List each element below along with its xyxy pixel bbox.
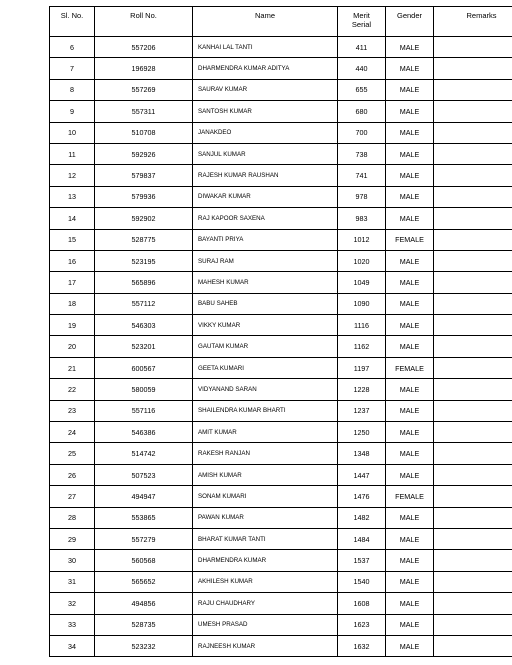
roll-no-cell: 528735 [95, 614, 193, 635]
sl-no-cell: 8 [50, 79, 95, 100]
gender-cell: MALE [386, 464, 434, 485]
sl-no-cell: 21 [50, 357, 95, 378]
remarks-cell [434, 229, 512, 250]
gender-cell: MALE [386, 315, 434, 336]
remarks-cell [434, 79, 512, 100]
merit-serial-cell: 1012 [338, 229, 386, 250]
gender-cell: MALE [386, 122, 434, 143]
sl-no-cell: 10 [50, 122, 95, 143]
name-cell: DIWAKAR KUMAR [193, 186, 338, 207]
merit-serial-cell: 1537 [338, 550, 386, 571]
table-row [50, 379, 512, 400]
merit-serial-cell: 1348 [338, 443, 386, 464]
name-cell: BAYANTI PRIYA [193, 229, 338, 250]
name-cell: RAJNEESH KUMAR [193, 635, 338, 656]
remarks-cell [434, 400, 512, 421]
remarks-cell [434, 37, 512, 58]
merit-serial-cell: 1447 [338, 464, 386, 485]
merit-serial-cell: 700 [338, 122, 386, 143]
name-cell: SURAJ RAM [193, 250, 338, 271]
remarks-cell [434, 58, 512, 79]
roll-no-cell: 557116 [95, 400, 193, 421]
merit-serial-cell: 1608 [338, 593, 386, 614]
remarks-cell [434, 357, 512, 378]
table-row [50, 272, 512, 293]
header-name: Name [193, 7, 338, 37]
sl-no-cell: 23 [50, 400, 95, 421]
name-cell: AMIT KUMAR [193, 422, 338, 443]
remarks-cell [434, 315, 512, 336]
sl-no-cell: 29 [50, 528, 95, 549]
table-row [50, 208, 512, 229]
header-roll-no: Roll No. [95, 7, 193, 37]
gender-cell: MALE [386, 379, 434, 400]
table-row [50, 571, 512, 592]
remarks-cell [434, 143, 512, 164]
table-row [50, 400, 512, 421]
remarks-cell [434, 422, 512, 443]
table-row [50, 507, 512, 528]
name-cell: RAJESH KUMAR RAUSHAN [193, 165, 338, 186]
remarks-cell [434, 208, 512, 229]
merit-serial-cell: 1162 [338, 336, 386, 357]
sl-no-cell: 7 [50, 58, 95, 79]
gender-cell: MALE [386, 293, 434, 314]
roll-no-cell: 523195 [95, 250, 193, 271]
table-row [50, 165, 512, 186]
sl-no-cell: 26 [50, 464, 95, 485]
sl-no-cell: 24 [50, 422, 95, 443]
gender-cell: MALE [386, 528, 434, 549]
table-row [50, 528, 512, 549]
name-cell: SHAILENDRA KUMAR BHARTI [193, 400, 338, 421]
remarks-cell [434, 379, 512, 400]
merit-serial-cell: 1020 [338, 250, 386, 271]
remarks-cell [434, 443, 512, 464]
table-row [50, 614, 512, 635]
sl-no-cell: 32 [50, 593, 95, 614]
gender-cell: MALE [386, 165, 434, 186]
roll-no-cell: 557112 [95, 293, 193, 314]
gender-cell: MALE [386, 101, 434, 122]
gender-cell: MALE [386, 79, 434, 100]
merit-serial-cell: 1632 [338, 635, 386, 656]
remarks-cell [434, 122, 512, 143]
table-row [50, 250, 512, 271]
header-gender: Gender [386, 7, 434, 37]
roll-no-cell: 592902 [95, 208, 193, 229]
header-merit-serial [338, 7, 386, 37]
remarks-cell [434, 614, 512, 635]
gender-cell: MALE [386, 37, 434, 58]
gender-cell: MALE [386, 614, 434, 635]
roll-no-cell: 592926 [95, 143, 193, 164]
table-row [50, 229, 512, 250]
sl-no-cell: 28 [50, 507, 95, 528]
gender-cell: MALE [386, 208, 434, 229]
sl-no-cell: 13 [50, 186, 95, 207]
header-sl-no: Sl. No. [50, 7, 95, 37]
merit-serial-cell: 1482 [338, 507, 386, 528]
remarks-cell [434, 507, 512, 528]
table-row [50, 422, 512, 443]
sl-no-cell: 20 [50, 336, 95, 357]
name-cell: SANTOSH KUMAR [193, 101, 338, 122]
merit-serial-cell: 1116 [338, 315, 386, 336]
name-cell: AMISH KUMAR [193, 464, 338, 485]
gender-cell: FEMALE [386, 229, 434, 250]
name-cell: VIDYANAND SARAN [193, 379, 338, 400]
roll-no-cell: 553865 [95, 507, 193, 528]
roll-no-cell: 523201 [95, 336, 193, 357]
table-row [50, 79, 512, 100]
sl-no-cell: 18 [50, 293, 95, 314]
name-cell: JANAKDEO [193, 122, 338, 143]
merit-serial-cell: 978 [338, 186, 386, 207]
table-row [50, 464, 512, 485]
gender-cell: MALE [386, 58, 434, 79]
roll-no-cell: 510708 [95, 122, 193, 143]
merit-serial-cell: 983 [338, 208, 386, 229]
gender-cell: MALE [386, 186, 434, 207]
table-row [50, 336, 512, 357]
merit-serial-cell: 1090 [338, 293, 386, 314]
table-row [50, 293, 512, 314]
name-cell: PAWAN KUMAR [193, 507, 338, 528]
merit-serial-cell: 680 [338, 101, 386, 122]
sl-no-cell: 22 [50, 379, 95, 400]
sl-no-cell: 14 [50, 208, 95, 229]
name-cell: SONAM KUMARI [193, 486, 338, 507]
sl-no-cell: 33 [50, 614, 95, 635]
gender-cell: MALE [386, 422, 434, 443]
table-row [50, 122, 512, 143]
roll-no-cell: 528775 [95, 229, 193, 250]
table-row [50, 315, 512, 336]
merit-serial-cell: 1484 [338, 528, 386, 549]
sl-no-cell: 6 [50, 37, 95, 58]
name-cell: MAHESH KUMAR [193, 272, 338, 293]
header-merit-line1: Merit [353, 11, 370, 20]
roll-no-cell: 523232 [95, 635, 193, 656]
table-row [50, 635, 512, 656]
sl-no-cell: 12 [50, 165, 95, 186]
table-body [50, 37, 512, 657]
remarks-cell [434, 635, 512, 656]
table-row [50, 37, 512, 58]
name-cell: RAJU CHAUDHARY [193, 593, 338, 614]
remarks-cell [434, 593, 512, 614]
name-cell: DHARMENDRA KUMAR [193, 550, 338, 571]
table-row [50, 101, 512, 122]
merit-serial-cell: 1540 [338, 571, 386, 592]
merit-serial-cell: 1476 [338, 486, 386, 507]
name-cell: GEETA KUMARI [193, 357, 338, 378]
roll-no-cell: 546303 [95, 315, 193, 336]
table-row [50, 143, 512, 164]
gender-cell: MALE [386, 400, 434, 421]
roll-no-cell: 507523 [95, 464, 193, 485]
sl-no-cell: 25 [50, 443, 95, 464]
table-row [50, 486, 512, 507]
name-cell: GAUTAM KUMAR [193, 336, 338, 357]
merit-list-table [49, 6, 512, 657]
gender-cell: MALE [386, 507, 434, 528]
merit-serial-cell: 1197 [338, 357, 386, 378]
roll-no-cell: 560568 [95, 550, 193, 571]
name-cell: KANHAI LAL TANTI [193, 37, 338, 58]
merit-serial-cell: 1049 [338, 272, 386, 293]
table-row [50, 593, 512, 614]
gender-cell: FEMALE [386, 357, 434, 378]
sl-no-cell: 17 [50, 272, 95, 293]
gender-cell: MALE [386, 635, 434, 656]
remarks-cell [434, 571, 512, 592]
name-cell: UMESH PRASAD [193, 614, 338, 635]
sl-no-cell: 16 [50, 250, 95, 271]
roll-no-cell: 514742 [95, 443, 193, 464]
remarks-cell [434, 464, 512, 485]
name-cell: DHARMENDRA KUMAR ADITYA [193, 58, 338, 79]
merit-serial-cell: 411 [338, 37, 386, 58]
name-cell: SAURAV KUMAR [193, 79, 338, 100]
roll-no-cell: 557279 [95, 528, 193, 549]
name-cell: BHARAT KUMAR TANTI [193, 528, 338, 549]
table-row [50, 357, 512, 378]
sl-no-cell: 34 [50, 635, 95, 656]
roll-no-cell: 565652 [95, 571, 193, 592]
gender-cell: MALE [386, 143, 434, 164]
roll-no-cell: 580059 [95, 379, 193, 400]
merit-serial-cell: 1250 [338, 422, 386, 443]
roll-no-cell: 565896 [95, 272, 193, 293]
gender-cell: FEMALE [386, 486, 434, 507]
remarks-cell [434, 186, 512, 207]
name-cell: SANJUL KUMAR [193, 143, 338, 164]
sl-no-cell: 15 [50, 229, 95, 250]
remarks-cell [434, 486, 512, 507]
header-row [50, 7, 512, 37]
roll-no-cell: 557311 [95, 101, 193, 122]
merit-serial-cell: 1228 [338, 379, 386, 400]
roll-no-cell: 494856 [95, 593, 193, 614]
merit-serial-cell: 1237 [338, 400, 386, 421]
gender-cell: MALE [386, 571, 434, 592]
gender-cell: MALE [386, 336, 434, 357]
remarks-cell [434, 165, 512, 186]
gender-cell: MALE [386, 443, 434, 464]
merit-serial-cell: 738 [338, 143, 386, 164]
remarks-cell [434, 272, 512, 293]
header-remarks: Remarks [434, 7, 512, 37]
header-merit-line2: Serial [351, 20, 372, 29]
gender-cell: MALE [386, 550, 434, 571]
roll-no-cell: 579837 [95, 165, 193, 186]
roll-no-cell: 196928 [95, 58, 193, 79]
gender-cell: MALE [386, 272, 434, 293]
name-cell: RAKESH RANJAN [193, 443, 338, 464]
roll-no-cell: 557206 [95, 37, 193, 58]
merit-serial-cell: 741 [338, 165, 386, 186]
merit-serial-cell: 655 [338, 79, 386, 100]
remarks-cell [434, 293, 512, 314]
sl-no-cell: 11 [50, 143, 95, 164]
sl-no-cell: 27 [50, 486, 95, 507]
sl-no-cell: 9 [50, 101, 95, 122]
merit-serial-cell: 440 [338, 58, 386, 79]
table-row [50, 58, 512, 79]
roll-no-cell: 579936 [95, 186, 193, 207]
roll-no-cell: 546386 [95, 422, 193, 443]
sl-no-cell: 31 [50, 571, 95, 592]
gender-cell: MALE [386, 593, 434, 614]
table-row [50, 186, 512, 207]
remarks-cell [434, 101, 512, 122]
name-cell: RAJ KAPOOR SAXENA [193, 208, 338, 229]
remarks-cell [434, 528, 512, 549]
name-cell: VIKKY KUMAR [193, 315, 338, 336]
roll-no-cell: 557269 [95, 79, 193, 100]
merit-serial-cell: 1623 [338, 614, 386, 635]
roll-no-cell: 600567 [95, 357, 193, 378]
gender-cell: MALE [386, 250, 434, 271]
roll-no-cell: 494947 [95, 486, 193, 507]
remarks-cell [434, 550, 512, 571]
sl-no-cell: 30 [50, 550, 95, 571]
table-row [50, 550, 512, 571]
table-row [50, 443, 512, 464]
remarks-cell [434, 336, 512, 357]
name-cell: AKHILESH KUMAR [193, 571, 338, 592]
name-cell: BABU SAHEB [193, 293, 338, 314]
remarks-cell [434, 250, 512, 271]
sl-no-cell: 19 [50, 315, 95, 336]
